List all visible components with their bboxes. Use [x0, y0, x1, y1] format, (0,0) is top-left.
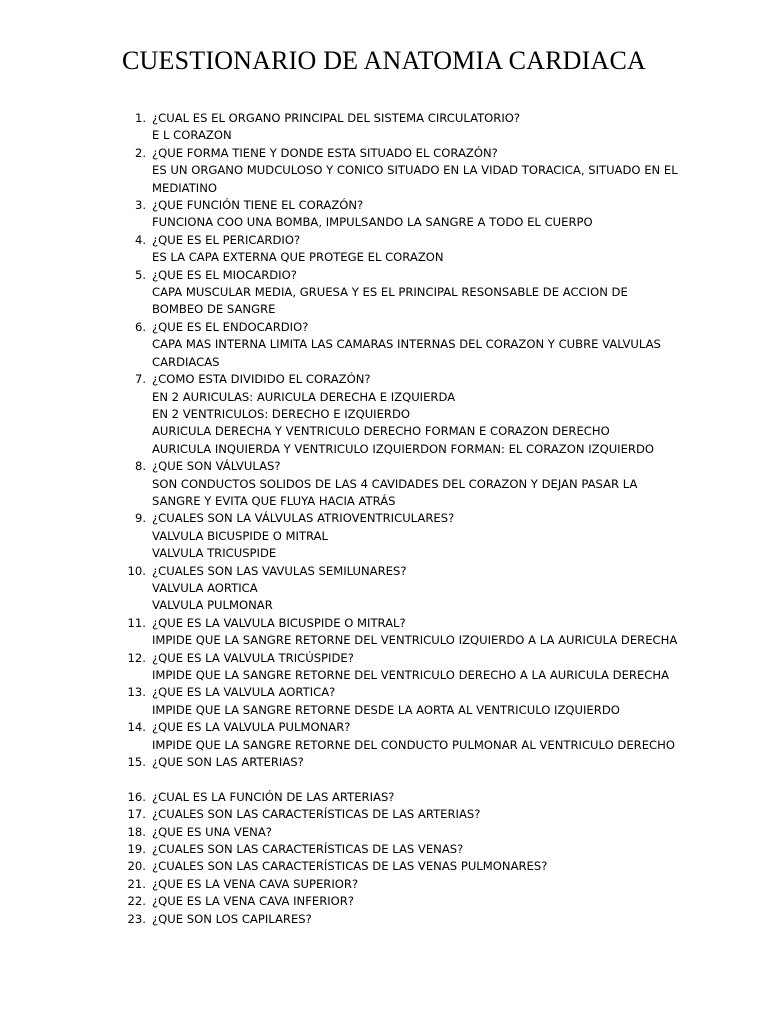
question-item	[120, 110, 680, 145]
question-text: ¿CUAL ES LA FUNCIÓN DE LAS ARTERIAS?	[152, 789, 395, 804]
answer-text: CAPA MUSCULAR MEDIA, GRUESA Y ES EL PRINCIPAL RESONSABLE DE ACCION DE BOMBEO DE SANGRE	[152, 285, 628, 317]
answer-text: ES UN ORGANO MUDCULOSO Y CONICO SITUADO EN LA VIDAD TORACICA, SITUADO EN EL MEDIATINO	[152, 163, 678, 195]
question-number: 23.	[127, 911, 146, 926]
question-number: 7.	[134, 372, 146, 387]
answer-text: VALVULA PULMONAR	[152, 598, 273, 613]
answer-text: IMPIDE QUE LA SANGRE RETORNE DEL CONDUCTO PULMONAR AL VENTRICULO DERECHO	[152, 737, 675, 752]
question-item	[120, 754, 680, 771]
question-text: ¿QUE ES EL PERICARDIO?	[152, 232, 301, 247]
question-text: ¿QUE ES LA VALVULA TRICÚSPIDE?	[152, 650, 354, 665]
question-text: ¿CUALES SON LAS VAVULAS SEMILUNARES?	[152, 563, 407, 578]
question-item	[120, 876, 680, 893]
question-text: ¿CUALES SON LAS CARACTERÍSTICAS DE LAS VENAS PULMONARES?	[152, 859, 548, 874]
question-text: ¿QUE ES LA VALVULA AORTICA?	[152, 685, 336, 700]
question-number: 18.	[127, 824, 146, 839]
question-item	[120, 563, 680, 615]
answer-text: SON CONDUCTOS SOLIDOS DE LAS 4 CAVIDADES DEL CORAZON Y DEJAN PASAR LA SANGRE Y EVITA QUE FLUYA HACIA ATRÁS	[152, 476, 638, 508]
question-number: 14.	[127, 720, 146, 735]
blank-line	[120, 771, 680, 788]
answer-text: EN 2 VENTRICULOS: DERECHO E IZQUIERDO	[152, 406, 411, 421]
question-number: 13.	[127, 685, 146, 700]
question-item	[120, 319, 680, 371]
question-number: 21.	[127, 876, 146, 891]
answer-text: IMPIDE QUE LA SANGRE RETORNE DEL VENTRICULO IZQUIERDO A LA AURICULA DERECHA	[152, 633, 678, 648]
question-number: 17.	[127, 807, 146, 822]
question-number: 11.	[127, 615, 146, 630]
question-item	[120, 806, 680, 823]
question-item	[120, 371, 680, 458]
question-number: 4.	[134, 232, 146, 247]
document-title: CUESTIONARIO DE ANATOMIA CARDIACA	[122, 46, 646, 75]
question-number: 9.	[134, 511, 146, 526]
answer-text: CAPA MAS INTERNA LIMITA LAS CAMARAS INTERNAS DEL CORAZON Y CUBRE VALVULAS CARDIACAS	[152, 337, 661, 369]
question-text: ¿QUE ES EL MIOCARDIO?	[152, 267, 297, 282]
question-number: 10.	[127, 563, 146, 578]
answer-text: IMPIDE QUE LA SANGRE RETORNE DESDE LA AORTA AL VENTRICULO IZQUIERDO	[152, 702, 620, 717]
answer-text: VALVULA TRICUSPIDE	[152, 546, 277, 561]
question-item	[120, 858, 680, 875]
answer-text: EN 2 AURICULAS: AURICULA DERECHA E IZQUIERDA	[152, 389, 456, 404]
question-item	[120, 911, 680, 928]
question-number: 15.	[127, 755, 146, 770]
question-text: ¿QUE ES LA VENA CAVA SUPERIOR?	[152, 876, 359, 891]
answer-text: E L CORAZON	[152, 128, 232, 143]
question-item	[120, 197, 680, 232]
question-item	[120, 232, 680, 267]
question-number: 6.	[134, 319, 146, 334]
question-text: ¿CUAL ES EL ORGANO PRINCIPAL DEL SISTEMA CIRCULATORIO?	[152, 111, 521, 125]
question-text: ¿QUE ES LA VALVULA PULMONAR?	[152, 720, 351, 735]
question-text: ¿QUE ES UNA VENA?	[152, 824, 272, 839]
question-number: 3.	[134, 198, 146, 213]
question-text: ¿CUALES SON LA VÁLVULAS ATRIOVENTRICULARES?	[152, 511, 455, 526]
question-item	[120, 267, 680, 319]
question-text: ¿QUE FORMA TIENE Y DONDE ESTA SITUADO EL CORAZÓN?	[152, 145, 498, 160]
question-text: ¿QUE ES LA VALVULA BICUSPIDE O MITRAL?	[152, 615, 406, 630]
answer-text: AURICULA DERECHA Y VENTRICULO DERECHO FORMAN E CORAZON DERECHO	[152, 424, 610, 439]
question-item	[120, 650, 680, 685]
question-item	[120, 510, 680, 562]
answer-text: VALVULA BICUSPIDE O MITRAL	[152, 528, 329, 543]
question-item	[120, 841, 680, 858]
question-item	[120, 893, 680, 910]
answer-text: FUNCIONA COO UNA BOMBA, IMPULSANDO LA SANGRE A TODO EL CUERPO	[152, 215, 593, 230]
question-item	[120, 458, 680, 510]
answer-text: ES LA CAPA EXTERNA QUE PROTEGE EL CORAZON	[152, 250, 444, 265]
question-number: 1.	[134, 111, 146, 125]
question-text: ¿QUE ES LA VENA CAVA INFERIOR?	[152, 894, 355, 909]
question-number: 16.	[127, 789, 146, 804]
question-number: 2.	[134, 145, 146, 160]
question-number: 22.	[127, 894, 146, 909]
question-number: 5.	[134, 267, 146, 282]
answer-text: AURICULA INQUIERDA Y VENTRICULO IZQUIERDON FORMAN: EL CORAZON IZQUIERDO	[152, 441, 655, 456]
question-text: ¿CUALES SON LAS CARACTERÍSTICAS DE LAS ARTERIAS?	[152, 807, 481, 822]
question-text: ¿QUE SON LOS CAPILARES?	[152, 911, 312, 926]
question-text: ¿QUE SON LAS ARTERIAS?	[152, 755, 304, 770]
question-number: 19.	[127, 842, 146, 857]
question-text: ¿QUE SON VÁLVULAS?	[152, 459, 281, 474]
question-item	[120, 719, 680, 754]
question-number: 20.	[127, 859, 146, 874]
question-text: ¿COMO ESTA DIVIDIDO EL CORAZÓN?	[152, 372, 371, 387]
question-item	[120, 615, 680, 650]
question-text: ¿QUE ES EL ENDOCARDIO?	[152, 319, 309, 334]
question-number: 8.	[134, 459, 146, 474]
question-list	[120, 110, 680, 928]
question-text: ¿QUE FUNCIÓN TIENE EL CORAZÓN?	[152, 198, 364, 213]
question-item	[120, 789, 680, 806]
question-item	[120, 145, 680, 197]
question-item	[120, 824, 680, 841]
question-number: 12.	[127, 650, 146, 665]
question-item	[120, 684, 680, 719]
answer-text: IMPIDE QUE LA SANGRE RETORNE DEL VENTRICULO DERECHO A LA AURICULA DERECHA	[152, 668, 670, 682]
answer-text: VALVULA AORTICA	[152, 580, 258, 595]
question-text: ¿CUALES SON LAS CARACTERÍSTICAS DE LAS VENAS?	[152, 842, 464, 857]
